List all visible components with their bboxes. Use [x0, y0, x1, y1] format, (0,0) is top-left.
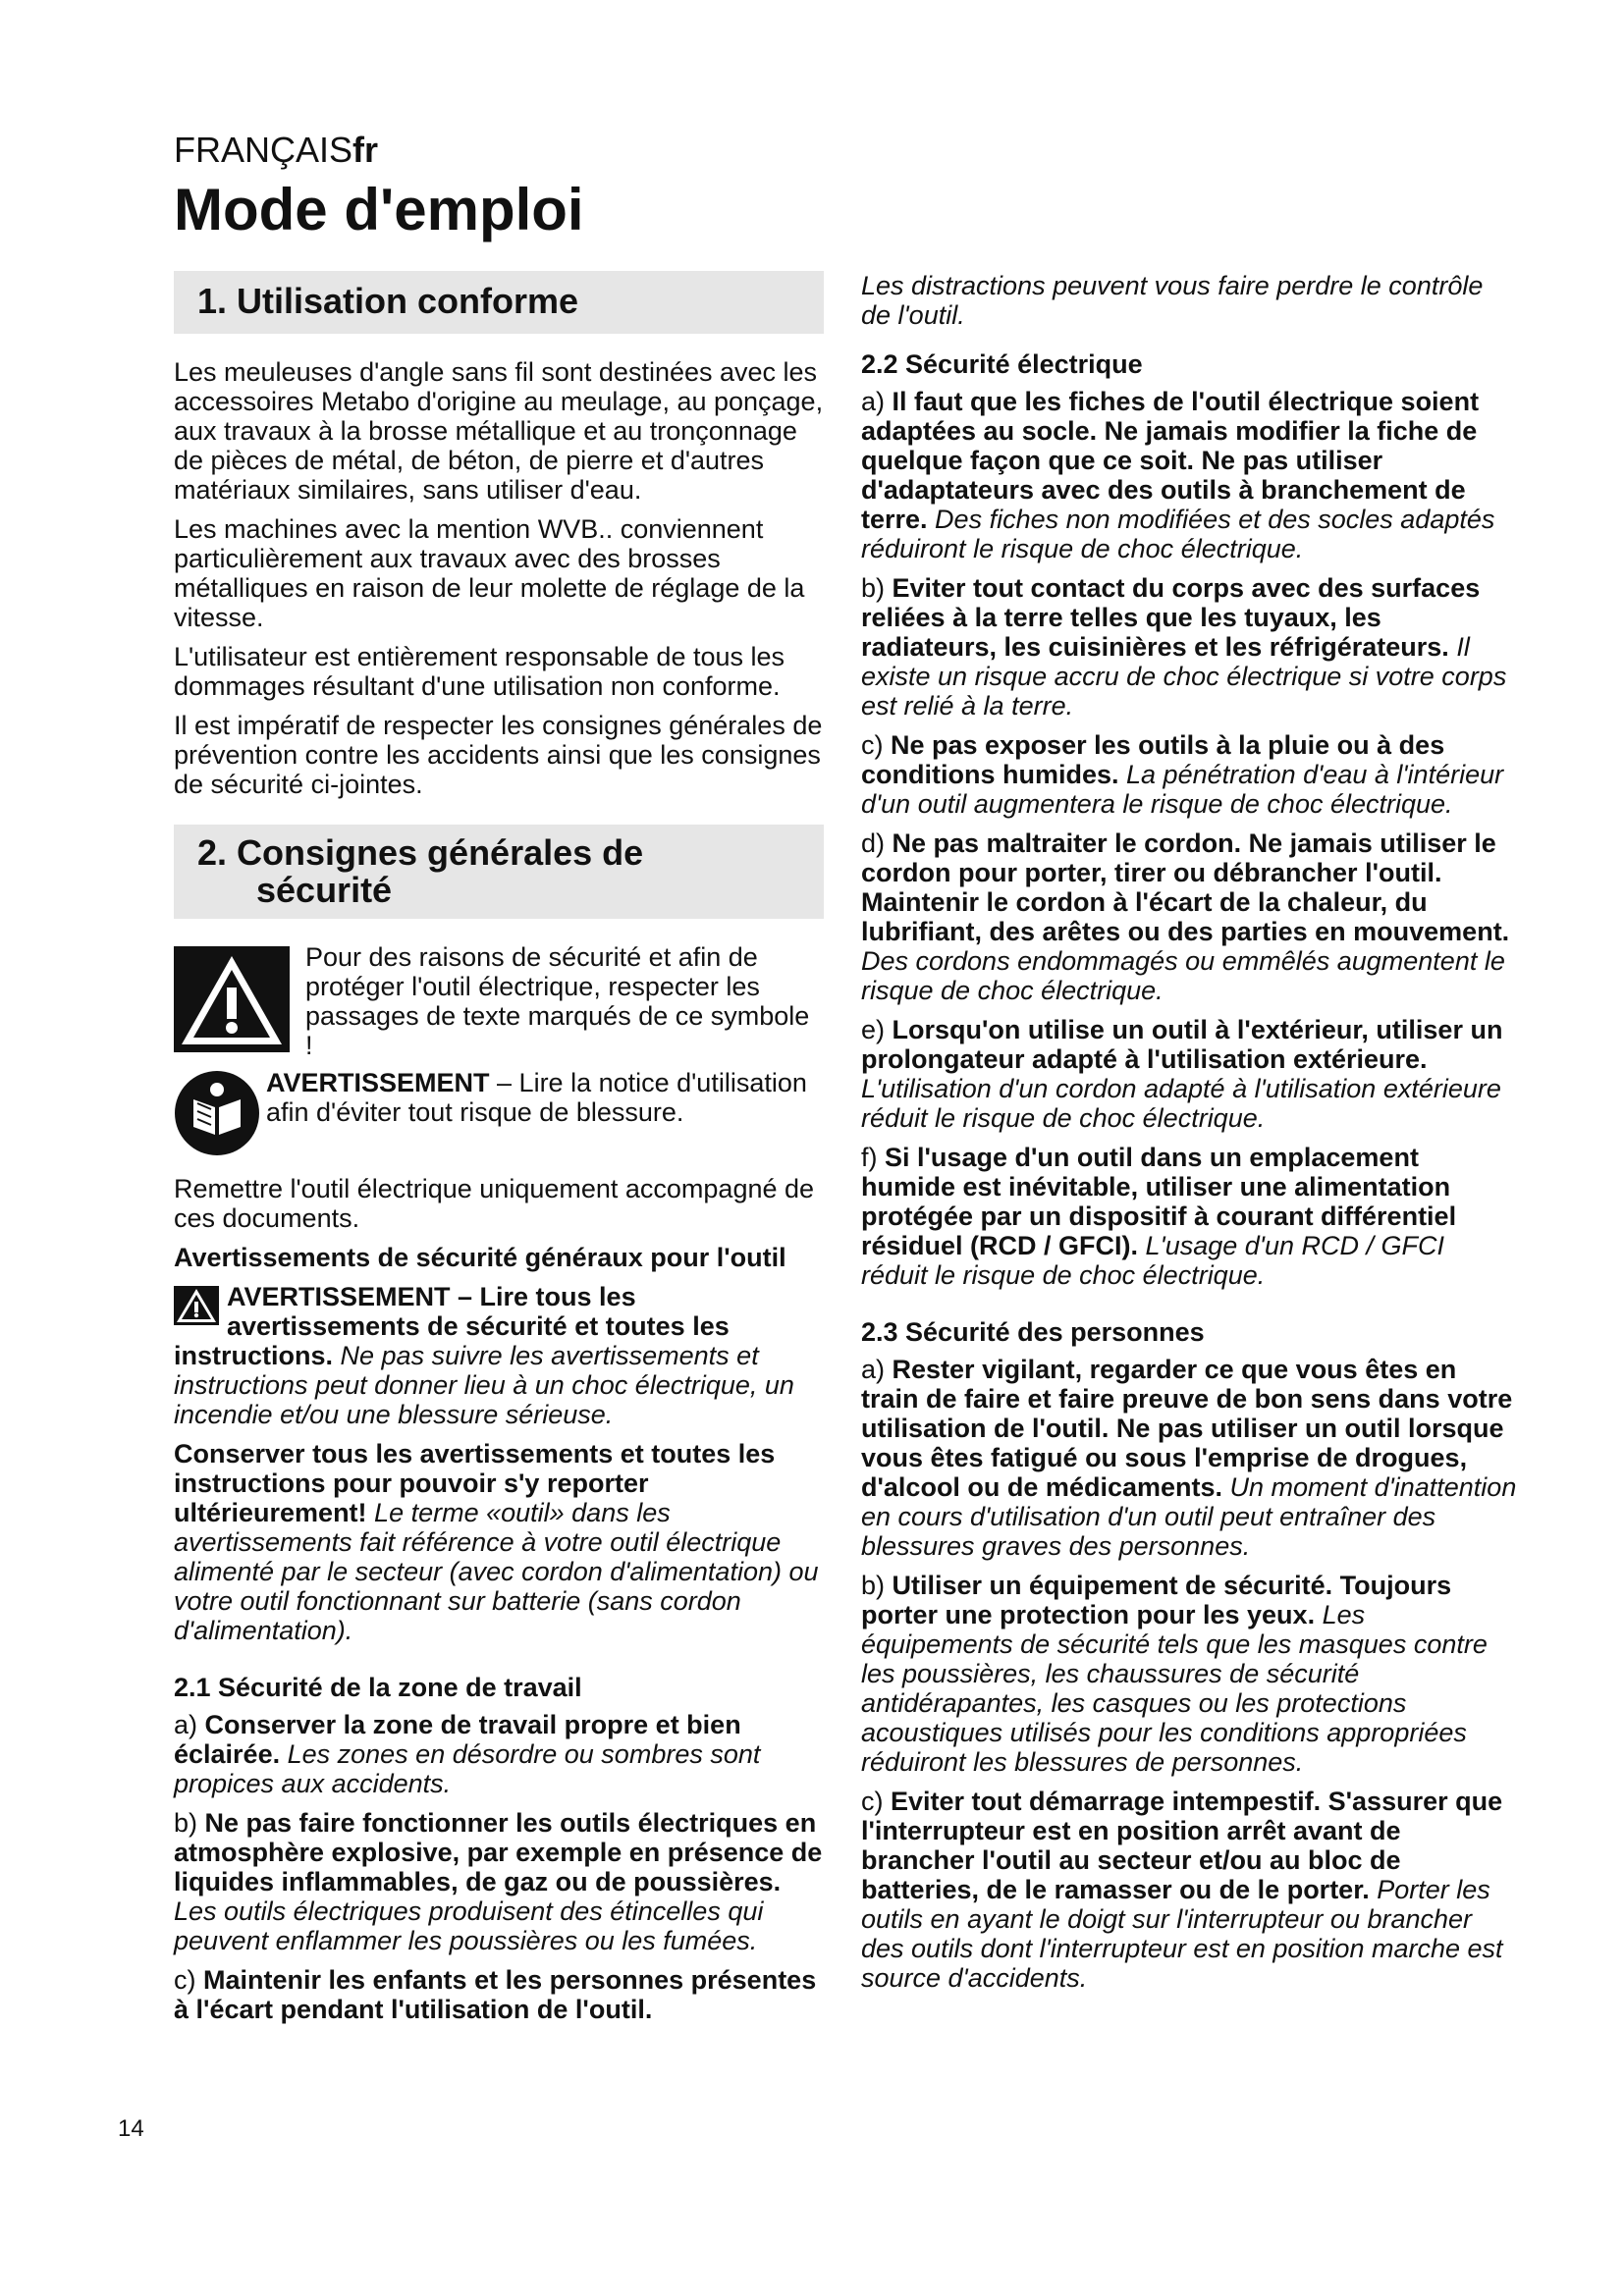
- warning-symbol-notice: [174, 942, 824, 1060]
- item-label: a): [174, 1710, 205, 1739]
- left-column: [174, 271, 824, 2024]
- warning-triangle-icon: [174, 946, 290, 1052]
- list-item: [861, 1143, 1517, 1290]
- list-item: [174, 1965, 824, 2024]
- section-2-heading: [174, 825, 824, 919]
- list-item: [861, 1787, 1517, 1993]
- list-item: [861, 1015, 1517, 1133]
- item-italic: Les zones en désordre ou sombres sont propices aux accidents.: [174, 1739, 761, 1798]
- item-bold: Conserver la zone de travail propre et bien éclairée.: [174, 1710, 741, 1769]
- item-bold: Ne pas faire fonctionner les outils électriques en atmosphère explosive, par exemple en présence de liquides inflammables, de gaz ou de poussières.: [174, 1808, 823, 1896]
- section-2-heading-line2: sécurité: [256, 870, 393, 910]
- small-warning-icon: [174, 1286, 219, 1325]
- item-italic: Il existe un risque accru de choc électrique si votre corps est relié à la terre.: [861, 632, 1507, 721]
- warning-symbol-text: Pour des raisons de sécurité et afin de protéger l'outil électrique, respecter les passages de texte marqués de ce symbole !: [305, 942, 810, 1060]
- item-label: d): [861, 828, 893, 858]
- item-bold: Lorsqu'on utilise un outil à l'extérieur, utiliser un prolongateur adapté à l'utilisation extérieure.: [861, 1015, 1503, 1074]
- item-label: b): [861, 573, 893, 603]
- manual-warning-rest: – Lire la notice d'utilisation afin d'éviter tout risque de blessure.: [266, 1068, 807, 1127]
- language-label: [174, 131, 378, 170]
- item-italic: L'utilisation d'un cordon adapté à l'utilisation extérieure réduit le risque de choc électrique.: [861, 1074, 1501, 1133]
- item-label: e): [861, 1015, 893, 1044]
- keep-instructions: [174, 1439, 824, 1645]
- item-bold: Ne pas maltraiter le cordon. Ne jamais utiliser le cordon pour porter, tirer ou débrancher l'outil. Maintenir le cordon à l'écart de la chaleur, du lubrifiant, des arêtes ou des parties en mouvement.: [861, 828, 1510, 946]
- item-label: f): [861, 1143, 885, 1172]
- item-italic: Les outils électriques produisent des étincelles qui peuvent enflammer les poussières ou les fumées.: [174, 1896, 764, 1955]
- item-bold: Il faut que les fiches de l'outil électrique soient adaptées au socle. Ne jamais modifier la fiche de quelque façon que ce soit. Ne pas utiliser d'adaptateurs avec des outils à branchement de terre.: [861, 387, 1480, 534]
- language-code: fr: [352, 130, 379, 170]
- right-column: [861, 271, 1517, 2002]
- section-1-paragraph: Les machines avec la mention WVB.. conviennent particulièrement aux travaux avec des brosses métalliques en raison de leur molette de réglage de la vitesse.: [174, 514, 805, 632]
- item-label: a): [861, 387, 893, 416]
- language-name: FRANÇAIS: [174, 130, 353, 170]
- manual-warning-bold: AVERTISSEMENT: [266, 1068, 490, 1097]
- item-italic: Les équipements de sécurité tels que les masques contre les poussières, les chaussures de sécurité antidérapantes, les casques ou les protections acoustiques utilisés pour les conditions appropriées réduiront les blessures de personnes.: [861, 1600, 1488, 1777]
- list-item-continuation: [861, 271, 1517, 330]
- item-italic: Les distractions peuvent vous faire perdre le contrôle de l'outil.: [861, 271, 1484, 330]
- item-label: b): [174, 1808, 205, 1838]
- section-2-3-heading: 2.3 Sécurité des personnes: [861, 1317, 1205, 1347]
- list-item: [174, 1808, 824, 1955]
- manual-warning-notice: [174, 1068, 824, 1156]
- keep-bold: Conserver tous les avertissements et toutes les instructions pour pouvoir s'y reporter ultérieurement!: [174, 1439, 776, 1527]
- keep-italic: Le terme «outil» dans les avertissements fait référence à votre outil électrique alimenté par le secteur (avec cordon d'alimentation) ou votre outil fonctionnant sur batterie (sans cordon d'alimentation).: [174, 1498, 819, 1645]
- list-item: [174, 1710, 824, 1798]
- read-all-warning: [174, 1282, 824, 1429]
- section-1-paragraph: Les meuleuses d'angle sans fil sont destinées avec les accessoires Metabo d'origine au meulage, au ponçage, aux travaux à la brosse métallique et au tronçonnage de pièces de métal, de béton, de pierre et d'autres matériaux similaires, sans utiliser d'eau.: [174, 357, 824, 505]
- item-bold: Utiliser un équipement de sécurité. Toujours porter une protection pour les yeux.: [861, 1571, 1452, 1629]
- list-item: [861, 573, 1517, 721]
- page-title: Mode d'emploi: [174, 177, 584, 242]
- item-bold: Rester vigilant, regarder ce que vous êtes en train de faire et faire preuve de bon sens dans votre utilisation de l'outil. Ne pas utiliser un outil lorsque vous êtes fatigué ou sous l'emprise de drogues, d'alcool ou de médicaments.: [861, 1355, 1513, 1502]
- item-bold: Eviter tout démarrage intempestif. S'assurer que l'interrupteur est en position arrêt avant de brancher l'outil au secteur et/ou au bloc de batteries, de le ramasser ou de le porter.: [861, 1787, 1503, 1904]
- item-bold: Si l'usage d'un outil dans un emplacement humide est inévitable, utiliser une alimentation protégée par un dispositif à courant différentiel résiduel (RCD / GFCI).: [861, 1143, 1457, 1260]
- section-1-paragraph: Il est impératif de respecter les consignes générales de prévention contre les accidents ainsi que les consignes de sécurité ci-jointes.: [174, 711, 823, 799]
- item-italic: Des cordons endommagés ou emmêlés augmentent le risque de choc électrique.: [861, 946, 1505, 1005]
- manual-warning-text: [266, 1068, 824, 1127]
- list-item: [861, 1355, 1517, 1561]
- section-1-paragraph: L'utilisateur est entièrement responsable de tous les dommages résultant d'une utilisation non conforme.: [174, 642, 785, 701]
- read-all-italic: Ne pas suivre les avertissements et instructions peut donner lieu à un choc électrique, un incendie et/ou une blessure sérieuse.: [174, 1341, 794, 1429]
- item-bold: Maintenir les enfants et les personnes présentes à l'écart pendant l'utilisation de l'outil.: [174, 1965, 817, 2024]
- section-2-2-heading: 2.2 Sécurité électrique: [861, 349, 1143, 379]
- item-label: a): [861, 1355, 893, 1384]
- read-all-bold: AVERTISSEMENT – Lire tous les avertissements de sécurité et toutes les instructions.: [174, 1282, 730, 1370]
- page-number: 14: [118, 2115, 144, 2142]
- list-item: [861, 730, 1517, 819]
- item-label: b): [861, 1571, 893, 1600]
- item-italic: Porter les outils en ayant le doigt sur l'interrupteur ou brancher des outils dont l'interrupteur est en position marche est source d'accidents.: [861, 1875, 1503, 1993]
- list-item: [861, 387, 1517, 563]
- item-italic: L'usage d'un RCD / GFCI réduit le risque de choc électrique.: [861, 1231, 1444, 1290]
- section-2-1-heading: 2.1 Sécurité de la zone de travail: [174, 1673, 582, 1702]
- section-2-heading-line1: 2. Consignes générales de: [197, 832, 644, 873]
- hand-over-text: Remettre l'outil électrique uniquement accompagné de ces documents.: [174, 1174, 815, 1233]
- item-label: c): [861, 1787, 891, 1816]
- item-label: c): [861, 730, 891, 760]
- item-italic: Des fiches non modifiées et des socles adaptés réduiront le risque de choc électrique.: [861, 505, 1495, 563]
- item-bold: Ne pas exposer les outils à la pluie ou à des conditions humides.: [861, 730, 1445, 789]
- item-italic: Un moment d'inattention en cours d'utilisation d'un outil peut entraîner des blessures graves des personnes.: [861, 1472, 1517, 1561]
- section-1-heading: 1. Utilisation conforme: [174, 271, 824, 334]
- general-warnings-heading: Avertissements de sécurité généraux pour l'outil: [174, 1243, 786, 1272]
- list-item: [861, 1571, 1517, 1777]
- item-label: c): [174, 1965, 203, 1995]
- item-italic: La pénétration d'eau à l'intérieur d'un outil augmentera le risque de choc électrique.: [861, 760, 1504, 819]
- read-manual-icon: [174, 1070, 260, 1156]
- list-item: [861, 828, 1517, 1005]
- item-bold: Eviter tout contact du corps avec des surfaces reliées à la terre telles que les tuyaux, les radiateurs, les cuisinières et les réfrigérateurs.: [861, 573, 1481, 662]
